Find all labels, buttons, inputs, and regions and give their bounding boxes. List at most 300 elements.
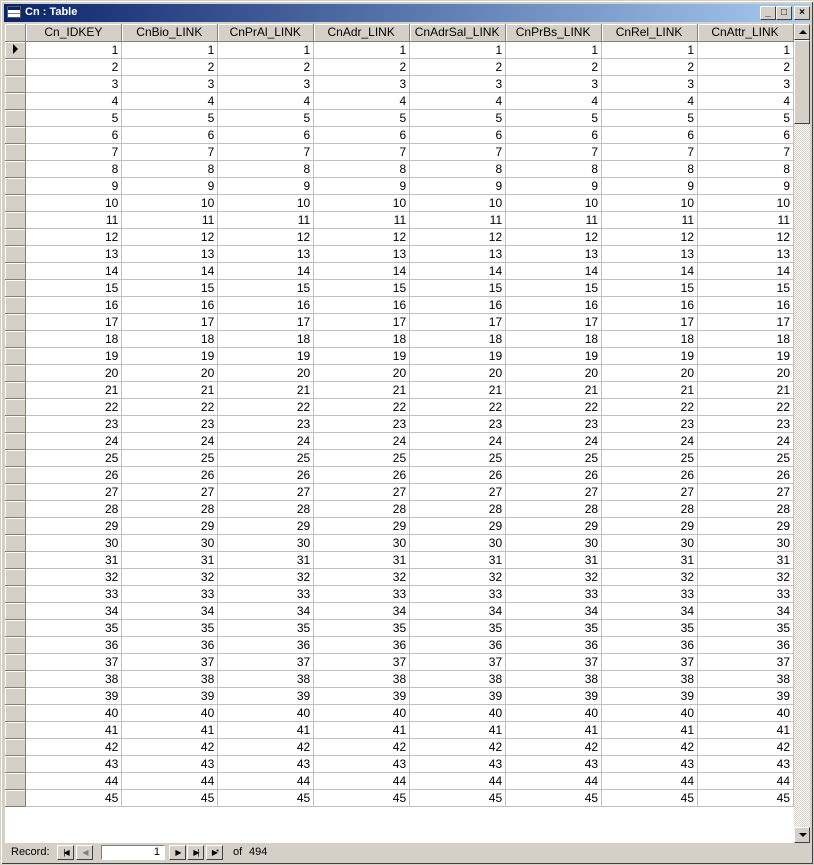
table-cell[interactable]: 10: [218, 194, 314, 211]
table-cell[interactable]: 35: [218, 619, 314, 636]
previous-record-button[interactable]: ◀: [76, 845, 93, 860]
table-cell[interactable]: 1: [218, 41, 314, 58]
table-cell[interactable]: 2: [218, 58, 314, 75]
table-cell[interactable]: 10: [26, 194, 122, 211]
table-cell[interactable]: 10: [602, 194, 698, 211]
table-cell[interactable]: 22: [410, 398, 506, 415]
table-cell[interactable]: 41: [410, 721, 506, 738]
table-cell[interactable]: 44: [602, 772, 698, 789]
record-selector[interactable]: [5, 670, 26, 687]
table-cell[interactable]: 43: [26, 755, 122, 772]
table-cell[interactable]: 5: [698, 109, 794, 126]
table-cell[interactable]: 37: [218, 653, 314, 670]
table-cell[interactable]: 14: [602, 262, 698, 279]
table-cell[interactable]: 16: [122, 296, 218, 313]
table-cell[interactable]: 26: [314, 466, 410, 483]
table-cell[interactable]: 14: [698, 262, 794, 279]
table-cell[interactable]: 13: [698, 245, 794, 262]
table-cell[interactable]: 12: [122, 228, 218, 245]
table-cell[interactable]: 2: [506, 58, 602, 75]
table-cell[interactable]: 37: [602, 653, 698, 670]
table-cell[interactable]: 27: [698, 483, 794, 500]
table-cell[interactable]: 26: [26, 466, 122, 483]
table-cell[interactable]: 20: [698, 364, 794, 381]
table-cell[interactable]: 17: [314, 313, 410, 330]
table-row[interactable]: [5, 381, 794, 398]
table-cell[interactable]: 34: [506, 602, 602, 619]
table-cell[interactable]: 11: [410, 211, 506, 228]
table-cell[interactable]: 7: [314, 143, 410, 160]
table-row[interactable]: [5, 670, 794, 687]
table-cell[interactable]: 40: [410, 704, 506, 721]
table-cell[interactable]: 15: [314, 279, 410, 296]
table-cell[interactable]: 44: [122, 772, 218, 789]
table-cell[interactable]: 40: [314, 704, 410, 721]
table-cell[interactable]: 16: [26, 296, 122, 313]
table-row[interactable]: [5, 721, 794, 738]
table-cell[interactable]: 37: [698, 653, 794, 670]
table-cell[interactable]: 5: [602, 109, 698, 126]
table-cell[interactable]: 19: [602, 347, 698, 364]
table-cell[interactable]: 41: [314, 721, 410, 738]
table-cell[interactable]: 5: [122, 109, 218, 126]
maximize-button[interactable]: □: [776, 6, 792, 20]
table-cell[interactable]: 36: [698, 636, 794, 653]
table-cell[interactable]: 32: [410, 568, 506, 585]
table-cell[interactable]: 8: [410, 160, 506, 177]
table-cell[interactable]: 35: [122, 619, 218, 636]
table-cell[interactable]: 34: [26, 602, 122, 619]
table-cell[interactable]: 42: [410, 738, 506, 755]
record-selector[interactable]: [5, 313, 26, 330]
record-selector[interactable]: [5, 653, 26, 670]
record-selector[interactable]: [5, 177, 26, 194]
table-cell[interactable]: 20: [26, 364, 122, 381]
table-cell[interactable]: 27: [314, 483, 410, 500]
table-cell[interactable]: 4: [698, 92, 794, 109]
table-cell[interactable]: 25: [122, 449, 218, 466]
table-cell[interactable]: 28: [218, 500, 314, 517]
table-cell[interactable]: 45: [122, 789, 218, 806]
table-cell[interactable]: 25: [602, 449, 698, 466]
table-cell[interactable]: 35: [410, 619, 506, 636]
table-cell[interactable]: 8: [218, 160, 314, 177]
table-cell[interactable]: 19: [218, 347, 314, 364]
table-cell[interactable]: 29: [218, 517, 314, 534]
table-cell[interactable]: 34: [602, 602, 698, 619]
table-cell[interactable]: 31: [26, 551, 122, 568]
table-cell[interactable]: 1: [506, 41, 602, 58]
table-cell[interactable]: 24: [314, 432, 410, 449]
table-cell[interactable]: 13: [410, 245, 506, 262]
record-selector[interactable]: [5, 109, 26, 126]
table-cell[interactable]: 19: [122, 347, 218, 364]
table-cell[interactable]: 1: [602, 41, 698, 58]
table-cell[interactable]: 13: [26, 245, 122, 262]
table-cell[interactable]: 3: [410, 75, 506, 92]
table-row[interactable]: [5, 500, 794, 517]
table-cell[interactable]: 21: [410, 381, 506, 398]
table-row[interactable]: [5, 551, 794, 568]
table-cell[interactable]: 33: [218, 585, 314, 602]
table-cell[interactable]: 17: [122, 313, 218, 330]
table-cell[interactable]: 43: [602, 755, 698, 772]
record-selector[interactable]: [5, 364, 26, 381]
table-cell[interactable]: 41: [698, 721, 794, 738]
table-cell[interactable]: 22: [218, 398, 314, 415]
table-cell[interactable]: 36: [314, 636, 410, 653]
table-cell[interactable]: 39: [698, 687, 794, 704]
table-cell[interactable]: 32: [602, 568, 698, 585]
table-cell[interactable]: 7: [218, 143, 314, 160]
record-number-input[interactable]: 1: [101, 845, 165, 860]
table-cell[interactable]: 4: [122, 92, 218, 109]
table-cell[interactable]: 38: [26, 670, 122, 687]
table-cell[interactable]: 30: [506, 534, 602, 551]
table-cell[interactable]: 38: [602, 670, 698, 687]
table-cell[interactable]: 39: [410, 687, 506, 704]
record-selector[interactable]: [5, 517, 26, 534]
table-cell[interactable]: 24: [602, 432, 698, 449]
table-cell[interactable]: 8: [602, 160, 698, 177]
table-cell[interactable]: 8: [26, 160, 122, 177]
table-row[interactable]: [5, 41, 794, 58]
column-header[interactable]: CnRel_LINK: [602, 24, 698, 41]
table-cell[interactable]: 42: [602, 738, 698, 755]
table-cell[interactable]: 7: [602, 143, 698, 160]
record-selector[interactable]: [5, 415, 26, 432]
table-row[interactable]: [5, 398, 794, 415]
table-cell[interactable]: 40: [506, 704, 602, 721]
table-cell[interactable]: 22: [26, 398, 122, 415]
new-record-button[interactable]: ▶*: [206, 845, 223, 860]
table-row[interactable]: [5, 483, 794, 500]
table-cell[interactable]: 6: [314, 126, 410, 143]
table-cell[interactable]: 3: [602, 75, 698, 92]
table-cell[interactable]: 18: [698, 330, 794, 347]
table-cell[interactable]: 34: [122, 602, 218, 619]
table-cell[interactable]: 34: [218, 602, 314, 619]
table-cell[interactable]: 30: [314, 534, 410, 551]
table-cell[interactable]: 28: [26, 500, 122, 517]
table-cell[interactable]: 16: [698, 296, 794, 313]
table-cell[interactable]: 16: [410, 296, 506, 313]
table-cell[interactable]: 40: [602, 704, 698, 721]
table-row[interactable]: [5, 126, 794, 143]
table-cell[interactable]: 37: [410, 653, 506, 670]
table-cell[interactable]: 38: [218, 670, 314, 687]
table-cell[interactable]: 18: [122, 330, 218, 347]
table-cell[interactable]: 9: [314, 177, 410, 194]
table-cell[interactable]: 4: [602, 92, 698, 109]
table-cell[interactable]: 7: [506, 143, 602, 160]
table-cell[interactable]: 31: [506, 551, 602, 568]
table-cell[interactable]: 11: [602, 211, 698, 228]
record-selector[interactable]: [5, 194, 26, 211]
record-selector[interactable]: [5, 449, 26, 466]
table-cell[interactable]: 16: [314, 296, 410, 313]
table-cell[interactable]: 24: [410, 432, 506, 449]
table-cell[interactable]: 44: [314, 772, 410, 789]
table-cell[interactable]: 30: [26, 534, 122, 551]
table-cell[interactable]: 42: [26, 738, 122, 755]
last-record-button[interactable]: ▶|: [187, 845, 204, 860]
table-row[interactable]: [5, 296, 794, 313]
table-cell[interactable]: 18: [602, 330, 698, 347]
table-cell[interactable]: 25: [698, 449, 794, 466]
table-cell[interactable]: 45: [698, 789, 794, 806]
table-cell[interactable]: 20: [410, 364, 506, 381]
table-row[interactable]: [5, 109, 794, 126]
table-cell[interactable]: 13: [218, 245, 314, 262]
table-cell[interactable]: 35: [314, 619, 410, 636]
record-selector[interactable]: [5, 466, 26, 483]
table-cell[interactable]: 22: [602, 398, 698, 415]
table-cell[interactable]: 21: [602, 381, 698, 398]
record-selector[interactable]: [5, 398, 26, 415]
table-row[interactable]: [5, 755, 794, 772]
table-cell[interactable]: 11: [26, 211, 122, 228]
column-header[interactable]: Cn_IDKEY: [26, 24, 122, 41]
table-cell[interactable]: 27: [218, 483, 314, 500]
table-cell[interactable]: 17: [602, 313, 698, 330]
table-cell[interactable]: 32: [122, 568, 218, 585]
table-cell[interactable]: 9: [602, 177, 698, 194]
table-cell[interactable]: 39: [314, 687, 410, 704]
record-selector[interactable]: [5, 262, 26, 279]
table-row[interactable]: [5, 704, 794, 721]
next-record-button[interactable]: ▶: [169, 845, 186, 860]
table-cell[interactable]: 36: [26, 636, 122, 653]
table-cell[interactable]: 17: [218, 313, 314, 330]
column-header[interactable]: CnPrBs_LINK: [506, 24, 602, 41]
table-cell[interactable]: 20: [602, 364, 698, 381]
table-cell[interactable]: 5: [506, 109, 602, 126]
table-cell[interactable]: 38: [122, 670, 218, 687]
table-cell[interactable]: 28: [602, 500, 698, 517]
table-cell[interactable]: 45: [218, 789, 314, 806]
table-cell[interactable]: 15: [26, 279, 122, 296]
record-selector[interactable]: [5, 432, 26, 449]
table-cell[interactable]: 38: [698, 670, 794, 687]
table-cell[interactable]: 29: [410, 517, 506, 534]
table-cell[interactable]: 9: [26, 177, 122, 194]
table-cell[interactable]: 6: [122, 126, 218, 143]
table-row[interactable]: [5, 653, 794, 670]
table-cell[interactable]: 12: [410, 228, 506, 245]
table-cell[interactable]: 14: [26, 262, 122, 279]
record-selector[interactable]: [5, 75, 26, 92]
table-cell[interactable]: 15: [122, 279, 218, 296]
table-cell[interactable]: 14: [506, 262, 602, 279]
table-cell[interactable]: 30: [218, 534, 314, 551]
column-header[interactable]: CnAdr_LINK: [314, 24, 410, 41]
table-row[interactable]: [5, 449, 794, 466]
table-cell[interactable]: 33: [26, 585, 122, 602]
table-cell[interactable]: 40: [122, 704, 218, 721]
record-selector[interactable]: [5, 500, 26, 517]
table-cell[interactable]: 41: [26, 721, 122, 738]
table-cell[interactable]: 43: [122, 755, 218, 772]
table-cell[interactable]: 5: [218, 109, 314, 126]
table-cell[interactable]: 7: [122, 143, 218, 160]
table-cell[interactable]: 25: [314, 449, 410, 466]
table-cell[interactable]: 32: [314, 568, 410, 585]
table-cell[interactable]: 8: [314, 160, 410, 177]
table-cell[interactable]: 17: [410, 313, 506, 330]
table-row[interactable]: [5, 364, 794, 381]
table-cell[interactable]: 35: [602, 619, 698, 636]
table-cell[interactable]: 37: [506, 653, 602, 670]
table-cell[interactable]: 29: [602, 517, 698, 534]
table-cell[interactable]: 34: [410, 602, 506, 619]
table-cell[interactable]: 3: [26, 75, 122, 92]
select-all-corner[interactable]: [5, 24, 26, 41]
table-cell[interactable]: 31: [122, 551, 218, 568]
table-cell[interactable]: 21: [122, 381, 218, 398]
table-cell[interactable]: 15: [698, 279, 794, 296]
column-header[interactable]: CnAttr_LINK: [698, 24, 794, 41]
table-cell[interactable]: 31: [410, 551, 506, 568]
table-cell[interactable]: 44: [506, 772, 602, 789]
table-cell[interactable]: 8: [506, 160, 602, 177]
table-row[interactable]: [5, 789, 794, 806]
table-cell[interactable]: 33: [506, 585, 602, 602]
table-cell[interactable]: 34: [314, 602, 410, 619]
table-cell[interactable]: 9: [122, 177, 218, 194]
table-cell[interactable]: 6: [410, 126, 506, 143]
table-cell[interactable]: 6: [26, 126, 122, 143]
table-cell[interactable]: 28: [506, 500, 602, 517]
record-selector[interactable]: [5, 568, 26, 585]
table-cell[interactable]: 12: [314, 228, 410, 245]
table-cell[interactable]: 21: [26, 381, 122, 398]
table-cell[interactable]: 28: [698, 500, 794, 517]
table-cell[interactable]: 9: [698, 177, 794, 194]
record-selector[interactable]: [5, 755, 26, 772]
table-cell[interactable]: 6: [602, 126, 698, 143]
table-cell[interactable]: 39: [506, 687, 602, 704]
scroll-down-button[interactable]: [794, 827, 810, 843]
column-header[interactable]: CnPrAl_LINK: [218, 24, 314, 41]
table-cell[interactable]: 42: [698, 738, 794, 755]
table-cell[interactable]: 42: [218, 738, 314, 755]
minimize-button[interactable]: _: [760, 6, 776, 20]
table-cell[interactable]: 45: [410, 789, 506, 806]
table-cell[interactable]: 33: [602, 585, 698, 602]
table-cell[interactable]: 42: [314, 738, 410, 755]
table-cell[interactable]: 11: [506, 211, 602, 228]
table-cell[interactable]: 27: [26, 483, 122, 500]
table-row[interactable]: [5, 347, 794, 364]
table-cell[interactable]: 3: [506, 75, 602, 92]
table-cell[interactable]: 12: [218, 228, 314, 245]
table-cell[interactable]: 3: [122, 75, 218, 92]
scroll-up-button[interactable]: [794, 24, 810, 40]
table-cell[interactable]: 1: [410, 41, 506, 58]
record-selector[interactable]: [5, 687, 26, 704]
table-cell[interactable]: 21: [506, 381, 602, 398]
table-cell[interactable]: 24: [26, 432, 122, 449]
table-row[interactable]: [5, 160, 794, 177]
table-cell[interactable]: 23: [602, 415, 698, 432]
table-cell[interactable]: 4: [218, 92, 314, 109]
table-cell[interactable]: 10: [698, 194, 794, 211]
table-cell[interactable]: 2: [314, 58, 410, 75]
table-row[interactable]: [5, 177, 794, 194]
record-selector[interactable]: [5, 704, 26, 721]
table-cell[interactable]: 31: [218, 551, 314, 568]
table-row[interactable]: [5, 245, 794, 262]
table-cell[interactable]: 45: [26, 789, 122, 806]
table-cell[interactable]: 11: [218, 211, 314, 228]
table-cell[interactable]: 45: [506, 789, 602, 806]
table-cell[interactable]: 4: [506, 92, 602, 109]
record-selector[interactable]: [5, 160, 26, 177]
table-row[interactable]: [5, 466, 794, 483]
table-cell[interactable]: 28: [122, 500, 218, 517]
table-cell[interactable]: 16: [602, 296, 698, 313]
table-cell[interactable]: 32: [506, 568, 602, 585]
table-cell[interactable]: 23: [122, 415, 218, 432]
table-cell[interactable]: 36: [410, 636, 506, 653]
table-cell[interactable]: 31: [314, 551, 410, 568]
table-cell[interactable]: 37: [26, 653, 122, 670]
table-cell[interactable]: 16: [506, 296, 602, 313]
record-selector[interactable]: [5, 211, 26, 228]
record-selector[interactable]: [5, 347, 26, 364]
table-cell[interactable]: 39: [218, 687, 314, 704]
table-cell[interactable]: 2: [602, 58, 698, 75]
table-cell[interactable]: 38: [314, 670, 410, 687]
table-cell[interactable]: 11: [698, 211, 794, 228]
table-row[interactable]: [5, 211, 794, 228]
table-cell[interactable]: 29: [122, 517, 218, 534]
table-cell[interactable]: 29: [506, 517, 602, 534]
table-cell[interactable]: 13: [506, 245, 602, 262]
table-cell[interactable]: 28: [410, 500, 506, 517]
record-selector[interactable]: [5, 279, 26, 296]
table-cell[interactable]: 23: [698, 415, 794, 432]
table-cell[interactable]: 43: [314, 755, 410, 772]
table-cell[interactable]: 17: [26, 313, 122, 330]
table-cell[interactable]: 10: [506, 194, 602, 211]
table-cell[interactable]: 41: [506, 721, 602, 738]
table-cell[interactable]: 6: [218, 126, 314, 143]
table-cell[interactable]: 11: [314, 211, 410, 228]
table-cell[interactable]: 10: [410, 194, 506, 211]
table-cell[interactable]: 22: [698, 398, 794, 415]
table-cell[interactable]: 5: [314, 109, 410, 126]
table-cell[interactable]: 35: [698, 619, 794, 636]
table-cell[interactable]: 7: [26, 143, 122, 160]
table-cell[interactable]: 26: [506, 466, 602, 483]
record-selector[interactable]: [5, 721, 26, 738]
table-cell[interactable]: 10: [314, 194, 410, 211]
table-cell[interactable]: 20: [122, 364, 218, 381]
table-cell[interactable]: 13: [122, 245, 218, 262]
table-cell[interactable]: 33: [410, 585, 506, 602]
table-cell[interactable]: 27: [410, 483, 506, 500]
table-cell[interactable]: 41: [218, 721, 314, 738]
record-selector[interactable]: [5, 636, 26, 653]
title-bar[interactable]: [4, 4, 810, 22]
table-cell[interactable]: 21: [218, 381, 314, 398]
record-selector[interactable]: [5, 738, 26, 755]
table-cell[interactable]: 42: [122, 738, 218, 755]
table-cell[interactable]: 16: [218, 296, 314, 313]
table-cell[interactable]: 40: [218, 704, 314, 721]
